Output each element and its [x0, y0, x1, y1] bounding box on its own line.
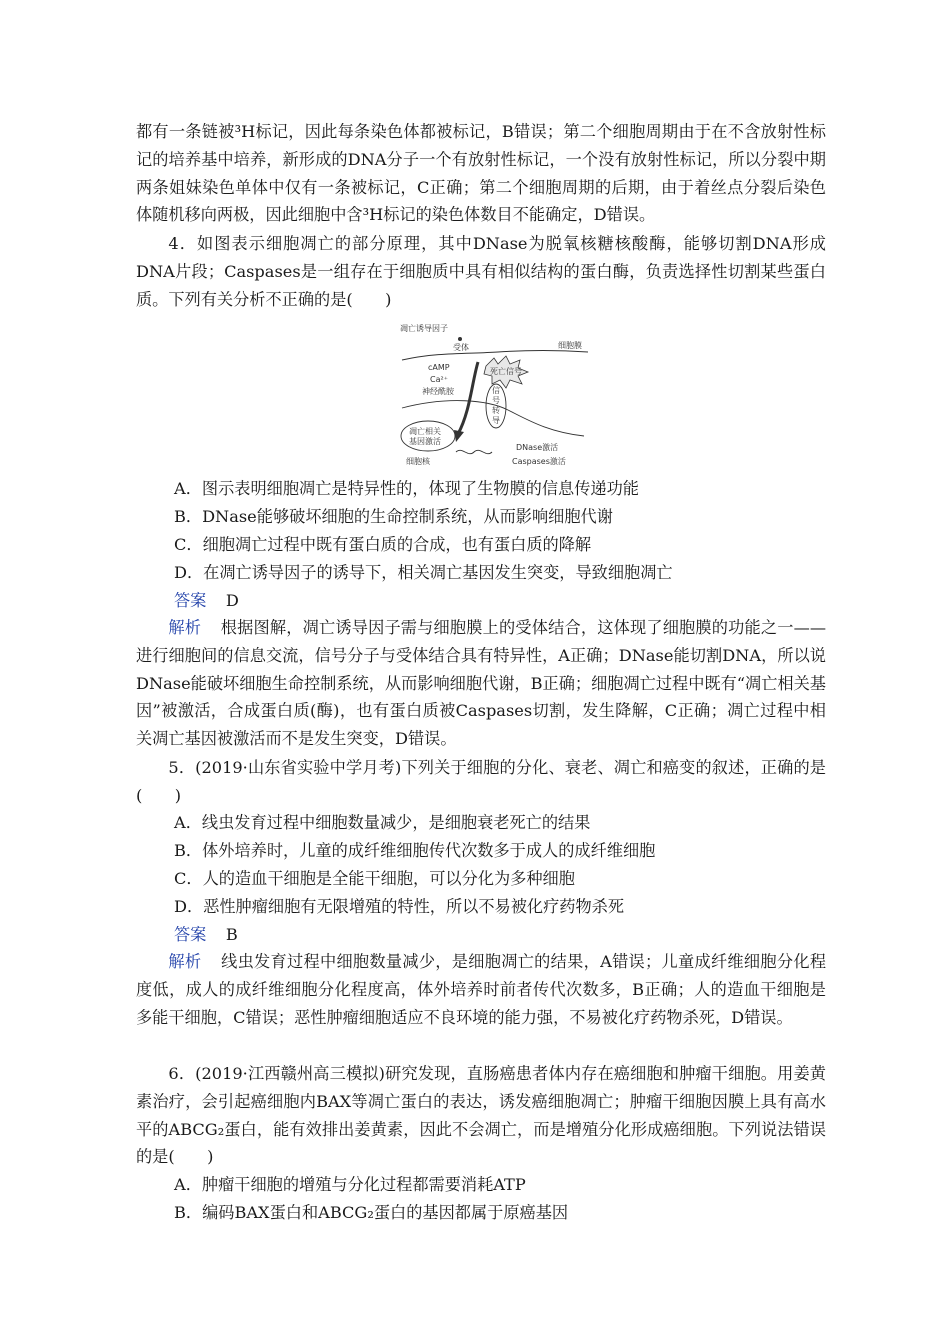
diagram-genes-line2: 基因激活 [409, 437, 441, 446]
diagram-genes-line1: 凋亡相关 [409, 427, 441, 436]
diagram-death-signal-label: 死亡信号 [490, 367, 522, 376]
diagram-camp-label: cAMP [428, 363, 450, 372]
q5-analysis [136, 948, 826, 1031]
q5-answer [174, 921, 238, 949]
diagram-ca-label: Ca²⁺ [430, 375, 448, 384]
q4-option-d: D．在凋亡诱导因子的诱导下，相关凋亡基因发生突变，导致细胞凋亡 [174, 563, 673, 582]
question-5: 5．(2019·山东省实验中学月考)下列关于细胞的分化、衰老、凋亡和癌变的叙述，正确的是( ) [136, 758, 826, 805]
analysis-label: 解析 [168, 618, 202, 637]
q5-option-d: D．恶性肿瘤细胞有无限增殖的特性，所以不易被化疗药物杀死 [174, 897, 625, 916]
arrowhead-icon [454, 430, 464, 442]
answer-value: D [225, 591, 239, 610]
diagram-nucleus-label: 细胞核 [406, 457, 430, 466]
diagram-transduction-char: 导 [492, 416, 500, 425]
analysis-label: 解析 [168, 952, 202, 971]
diagram-inducer-label: 凋亡诱导因子 [400, 324, 448, 333]
q4-answer [174, 587, 239, 615]
answer-label: 答案 [174, 925, 207, 944]
paragraph-continuation: 都有一条链被³H标记，因此每条染色体都被标记，B错误；第二个细胞周期由于在不含放射性标记的培养基中培养，新形成的DNA分子一个有放射性标记，一个没有放射性标记，所以分裂中期两条姐妹染色单体中仅有一条被标记，C正确；第二个细胞周期的后期，由于着丝点分裂后染色体随机移向两极，因此细胞中含³H标记的染色体数目不能确定，D错误。 [136, 122, 826, 225]
inducer-molecule-icon [458, 337, 462, 341]
analysis-text: 线虫发育过程中细胞数量减少，是细胞凋亡的结果，A错误；儿童成纤维细胞分化程度低，成人的成纤维细胞分化程度高，体外培养时前者传代次数多，B正确；人的造血干细胞是多能干细胞，C错误；恶性肿瘤细胞适应不良环境的能力强，不易被化疗药物杀死，D错误。 [136, 952, 827, 1027]
q4-analysis [136, 614, 826, 753]
diagram-transduction-char: 信 [492, 386, 500, 395]
diagram-caspases-label: Caspases激活 [512, 457, 566, 466]
diagram-receptor-label: 受体 [453, 343, 469, 352]
answer-value: B [225, 925, 238, 944]
diagram-dnase-label: DNase激活 [516, 443, 559, 452]
q4-option-c: C．细胞凋亡过程中既有蛋白质的合成，也有蛋白质的降解 [174, 535, 592, 554]
diagram-membrane-label: 细胞膜 [558, 341, 582, 350]
q6-option-a: A．肿瘤干细胞的增殖与分化过程都需要消耗ATP [174, 1175, 526, 1194]
q4-option-a: A．图示表明细胞凋亡是特异性的，体现了生物膜的信息传递功能 [174, 479, 639, 498]
cell-membrane-line [402, 351, 588, 361]
apoptosis-diagram [398, 322, 590, 472]
question-4: 4．如图表示细胞凋亡的部分原理，其中DNase为脱氧核糖核酸酶，能够切割DNA形成DNA片段；Caspases是一组存在于细胞质中具有相似结构的蛋白酶，负责选择性切割某些蛋白质。下列有关分析不正确的是( ) [136, 234, 826, 309]
q4-option-b: B．DNase能够破坏细胞的生命控制系统，从而影响细胞代谢 [174, 507, 613, 526]
diagram-transduction-char: 转 [492, 406, 500, 415]
answer-label: 答案 [174, 591, 207, 610]
signal-arrow-icon [458, 362, 478, 434]
question-6: 6．(2019·江西赣州高三模拟)研究发现，直肠癌患者体内存在癌细胞和肿瘤干细胞。用姜黄素治疗，会引起癌细胞内BAX等凋亡蛋白的表达，诱发癌细胞凋亡；肿瘤干细胞因膜上具有高水平的ABCG₂蛋白，能有效排出姜黄素，因此不会凋亡，而是增殖分化形成癌细胞。下列说法错误的是( ) [136, 1064, 826, 1167]
q6-option-b: B．编码BAX蛋白和ABCG₂蛋白的基因都属于原癌基因 [174, 1203, 569, 1222]
dna-strand-icon [456, 450, 492, 453]
q5-option-c: C．人的造血干细胞是全能干细胞，可以分化为多种细胞 [174, 869, 575, 888]
q5-option-b: B．体外培养时，儿童的成纤维细胞传代次数多于成人的成纤维细胞 [174, 841, 656, 860]
diagram-transduction-char: 号 [492, 396, 500, 405]
q5-option-a: A．线虫发育过程中细胞数量减少，是细胞衰老死亡的结果 [174, 813, 591, 832]
diagram-ceramide-label: 神经酰胺 [422, 387, 454, 396]
analysis-text: 根据图解，凋亡诱导因子需与细胞膜上的受体结合，这体现了细胞膜的功能之一——进行细胞间的信息交流，信号分子与受体结合具有特异性，A正确；DNase能切割DNA，所以说DNase能破坏细胞生命控制系统，从而影响细胞代谢，B正确；细胞凋亡过程中既有“凋亡相关基因”被激活，合成蛋白质(酶)，也有蛋白质被Caspases切割，发生降解，C正确；凋亡过程中相关凋亡基因被激活而不是发生突变，D错误。 [136, 618, 827, 749]
gene-activation-ellipse [401, 421, 455, 451]
